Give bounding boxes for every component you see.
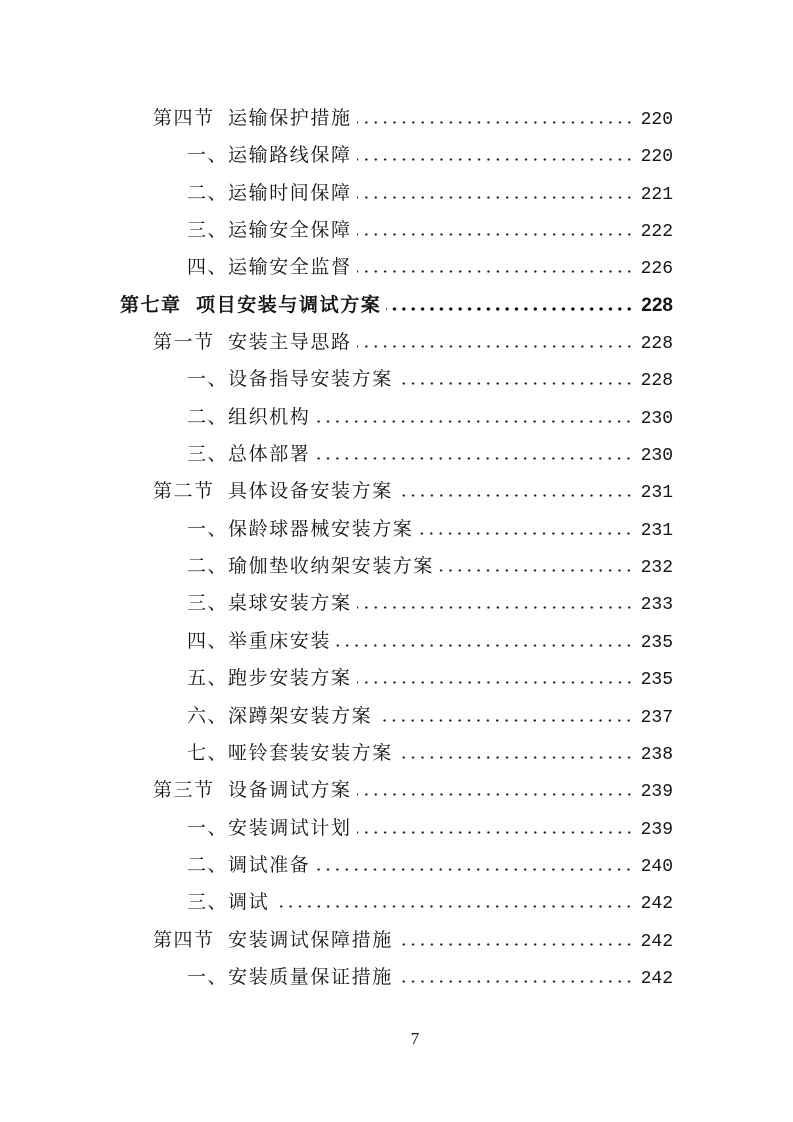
toc-entry-number: 三、 bbox=[187, 219, 229, 242]
toc-item-entry bbox=[0, 660, 793, 697]
dot-leader bbox=[398, 382, 634, 385]
toc-chapter-entry bbox=[0, 287, 793, 324]
toc-entry-page: 226 bbox=[640, 259, 673, 280]
toc-entry-page: 228 bbox=[640, 334, 673, 355]
dot-leader bbox=[315, 420, 633, 423]
toc-entry-number: 三、 bbox=[187, 592, 229, 615]
toc-entry-title: 安装质量保证措施 bbox=[228, 965, 393, 988]
dot-leader bbox=[274, 905, 633, 908]
toc-entry-page: 242 bbox=[640, 894, 673, 915]
dot-leader bbox=[336, 644, 634, 647]
toc-entry-page: 239 bbox=[640, 782, 673, 803]
toc-entry-title: 设备指导安装方案 bbox=[228, 368, 393, 391]
dot-leader bbox=[315, 457, 633, 460]
dot-leader bbox=[357, 196, 634, 199]
table-of-contents bbox=[0, 100, 793, 996]
toc-item-entry bbox=[0, 735, 793, 772]
toc-entry-number: 第二节 bbox=[153, 480, 215, 503]
toc-item-entry bbox=[0, 847, 793, 884]
toc-entry-page: 238 bbox=[640, 744, 673, 765]
toc-entry-title: 哑铃套装安装方案 bbox=[228, 741, 393, 764]
toc-entry-title: 安装主导思路 bbox=[228, 331, 352, 354]
toc-entry-title: 安装调试计划 bbox=[228, 816, 352, 839]
toc-entry-title: 调试准备 bbox=[228, 853, 311, 876]
dot-leader bbox=[418, 532, 633, 535]
toc-entry-title: 设备调试方案 bbox=[228, 779, 352, 802]
toc-entry-number: 第三节 bbox=[153, 779, 215, 802]
toc-section-entry bbox=[0, 772, 793, 809]
toc-item-entry bbox=[0, 810, 793, 847]
toc-section-entry bbox=[0, 324, 793, 361]
toc-entry-page: 228 bbox=[641, 294, 673, 316]
toc-entry-page: 240 bbox=[640, 856, 673, 877]
toc-entry-page: 242 bbox=[640, 931, 673, 952]
dot-leader bbox=[398, 756, 634, 759]
dot-leader bbox=[398, 943, 634, 946]
toc-item-entry bbox=[0, 212, 793, 249]
toc-entry-number: 二、 bbox=[187, 405, 229, 428]
toc-entry-number: 四、 bbox=[187, 256, 229, 279]
dot-leader bbox=[357, 793, 634, 796]
toc-item-entry bbox=[0, 548, 793, 585]
toc-entry-title: 跑步安装方案 bbox=[228, 667, 352, 690]
toc-entry-number: 第七章 bbox=[120, 293, 182, 316]
toc-entry-number: 二、 bbox=[187, 555, 229, 578]
toc-entry-number: 一、 bbox=[187, 144, 229, 167]
toc-entry-page: 232 bbox=[640, 558, 673, 579]
dot-leader bbox=[439, 569, 634, 572]
toc-entry-page: 242 bbox=[640, 968, 673, 989]
dot-leader bbox=[357, 831, 634, 834]
dot-leader bbox=[357, 606, 634, 609]
toc-item-entry bbox=[0, 399, 793, 436]
toc-entry-title: 具体设备安装方案 bbox=[228, 480, 393, 503]
toc-entry-title: 深蹲架安装方案 bbox=[228, 704, 373, 727]
dot-leader bbox=[357, 158, 634, 161]
toc-item-entry bbox=[0, 585, 793, 622]
toc-entry-number: 一、 bbox=[187, 368, 229, 391]
toc-item-entry bbox=[0, 436, 793, 473]
toc-entry-number: 四、 bbox=[187, 629, 229, 652]
toc-section-entry bbox=[0, 473, 793, 510]
toc-entry-title: 运输时间保障 bbox=[228, 181, 352, 204]
toc-section-entry bbox=[0, 100, 793, 137]
toc-entry-number: 三、 bbox=[187, 443, 229, 466]
toc-item-entry bbox=[0, 249, 793, 286]
dot-leader bbox=[386, 307, 634, 311]
toc-entry-page: 221 bbox=[640, 184, 673, 205]
toc-entry-title: 安装调试保障措施 bbox=[228, 928, 393, 951]
toc-entry-page: 235 bbox=[640, 632, 673, 653]
toc-entry-title: 举重床安装 bbox=[228, 629, 332, 652]
toc-entry-title: 运输路线保障 bbox=[228, 144, 352, 167]
toc-entry-page: 228 bbox=[640, 371, 673, 392]
dot-leader bbox=[315, 868, 633, 871]
toc-entry-page: 231 bbox=[640, 483, 673, 504]
toc-entry-title: 保龄球器械安装方案 bbox=[228, 517, 414, 540]
toc-entry-page: 230 bbox=[640, 408, 673, 429]
toc-entry-number: 六、 bbox=[187, 704, 229, 727]
toc-entry-number: 三、 bbox=[187, 891, 229, 914]
dot-leader bbox=[357, 121, 634, 124]
toc-entry-page: 237 bbox=[640, 707, 673, 728]
toc-entry-number: 第四节 bbox=[153, 928, 215, 951]
toc-entry-page: 233 bbox=[640, 595, 673, 616]
toc-item-entry bbox=[0, 884, 793, 921]
toc-entry-number: 二、 bbox=[187, 181, 229, 204]
toc-item-entry bbox=[0, 137, 793, 174]
toc-entry-number: 五、 bbox=[187, 667, 229, 690]
toc-item-entry bbox=[0, 361, 793, 398]
page-number: 7 bbox=[410, 1029, 420, 1048]
toc-entry-page: 231 bbox=[640, 520, 673, 541]
toc-entry-page: 220 bbox=[640, 110, 673, 130]
toc-entry-number: 二、 bbox=[187, 853, 229, 876]
toc-entry-title: 瑜伽垫收纳架安装方案 bbox=[228, 555, 435, 578]
toc-entry-title: 运输安全监督 bbox=[228, 256, 352, 279]
toc-entry-page: 230 bbox=[640, 446, 673, 467]
dot-leader bbox=[357, 270, 634, 273]
dot-leader bbox=[398, 980, 634, 983]
dot-leader bbox=[398, 494, 634, 497]
toc-entry-page: 222 bbox=[640, 222, 673, 243]
toc-item-entry bbox=[0, 511, 793, 548]
dot-leader bbox=[357, 345, 634, 348]
dot-leader bbox=[357, 233, 634, 236]
toc-entry-page: 239 bbox=[640, 819, 673, 840]
toc-item-entry bbox=[0, 698, 793, 735]
toc-entry-number: 七、 bbox=[187, 741, 229, 764]
toc-entry-number: 第四节 bbox=[153, 107, 215, 129]
toc-entry-number: 一、 bbox=[187, 965, 229, 988]
toc-entry-number: 一、 bbox=[187, 517, 229, 540]
toc-item-entry bbox=[0, 175, 793, 212]
toc-entry-page: 220 bbox=[640, 147, 673, 168]
toc-entry-title: 总体部署 bbox=[228, 443, 311, 466]
toc-entry-title: 项目安装与调试方案 bbox=[196, 293, 382, 316]
toc-section-entry bbox=[0, 922, 793, 959]
toc-entry-title: 调试 bbox=[228, 891, 270, 914]
toc-entry-page: 235 bbox=[640, 670, 673, 691]
toc-entry-title: 运输安全保障 bbox=[228, 219, 352, 242]
toc-entry-title: 组织机构 bbox=[228, 405, 311, 428]
toc-item-entry bbox=[0, 959, 793, 996]
toc-entry-title: 运输保护措施 bbox=[228, 107, 352, 129]
toc-entry-number: 第一节 bbox=[153, 331, 215, 354]
dot-leader bbox=[357, 681, 634, 684]
dot-leader bbox=[377, 719, 633, 722]
toc-item-entry bbox=[0, 623, 793, 660]
toc-entry-number: 一、 bbox=[187, 816, 229, 839]
toc-entry-title: 桌球安装方案 bbox=[228, 592, 352, 615]
